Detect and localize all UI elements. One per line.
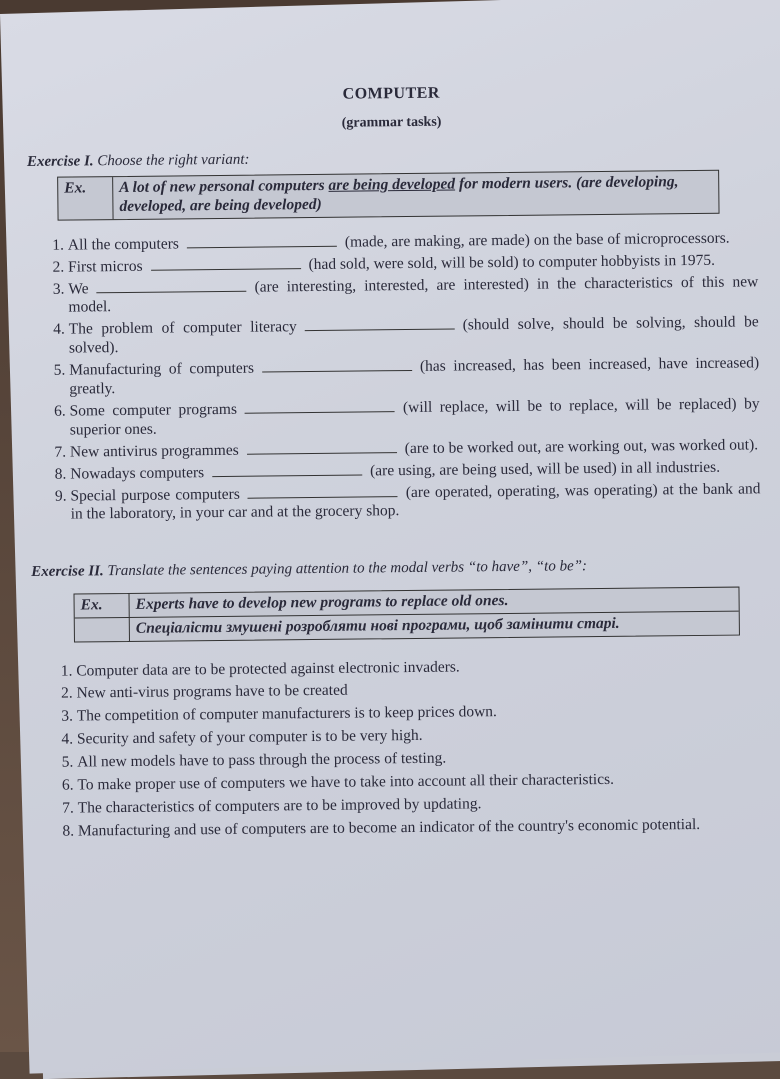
list-item: 1. Computer data are to be protected against electronic invaders. xyxy=(76,655,762,681)
example-text-underlined: are being developed xyxy=(328,175,456,194)
example-text-before: A lot of new personal computers xyxy=(119,176,329,196)
list-item xyxy=(69,314,759,359)
exercise1-heading xyxy=(27,145,757,171)
example-label: Ex. xyxy=(74,594,129,617)
answer-blank[interactable] xyxy=(305,317,455,332)
list-item xyxy=(69,395,759,440)
answer-blank[interactable] xyxy=(247,440,397,455)
list-item: 8. Manufacturing and use of computers are to become an indicator of the country's economic potential. xyxy=(78,815,764,841)
list-item xyxy=(70,480,760,525)
list-item xyxy=(69,354,759,399)
item-end: (had sold, were sold, will be sold) to computer hobbyists in 1975. xyxy=(308,251,716,273)
item-end: (has increased, has been increased, have increased) greatly. xyxy=(69,354,760,398)
worksheet xyxy=(26,62,764,845)
answer-blank[interactable] xyxy=(248,484,398,499)
example-label-empty xyxy=(75,618,130,641)
list-item: 6. To make proper use of computers we have to take into account all their characteristics. xyxy=(77,769,763,795)
exercise1-number: Exercise I. xyxy=(26,152,94,170)
exercise2-number: Exercise II. xyxy=(31,563,104,581)
item-start: New antivirus programmes xyxy=(69,441,239,461)
item-start: Special purpose computers xyxy=(70,485,240,505)
example-text-after: for modern users. (are developing, developed, are being developed) xyxy=(119,173,679,215)
list-item: 7. The characteristics of computers are to be improved by updating. xyxy=(78,792,764,818)
answer-blank[interactable] xyxy=(245,399,395,414)
exercise2-heading xyxy=(31,556,761,582)
exercise1-instruction: Choose the right variant: xyxy=(97,151,250,169)
item-start: All the computers xyxy=(67,235,179,254)
item-end: (made, are making, are made) on the base of microprocessors. xyxy=(344,229,730,251)
answer-blank[interactable] xyxy=(187,233,337,248)
answer-blank[interactable] xyxy=(212,462,362,477)
exercise2-example-box xyxy=(73,586,739,642)
exercise1-list xyxy=(28,229,761,525)
item-start: The problem of computer literacy xyxy=(68,318,297,338)
exercise1-example-box xyxy=(57,170,719,221)
list-item: 5. All new models have to pass through the process of testing. xyxy=(77,746,763,772)
item-start: Manufacturing of computers xyxy=(69,359,255,379)
example-ukrainian: Спеціалісти змушені розробляти нові програми, щоб замінити старі. xyxy=(135,614,620,637)
item-end: (are using, are being used, will be used) in all industries. xyxy=(369,458,721,480)
page-title: COMPUTER xyxy=(342,84,441,103)
item-end: (are to be worked out, are working out, was worked out). xyxy=(404,436,759,457)
exercise2-instruction: Translate the sentences paying attention to the modal verbs “to have”, “to be”: xyxy=(107,558,588,580)
list-item xyxy=(68,273,758,318)
list-item: 2. New anti-virus programs have to be created xyxy=(76,678,762,704)
exercise2-list xyxy=(32,655,764,842)
list-item: 4. Security and safety of your computer is to be very high. xyxy=(77,724,763,750)
answer-blank[interactable] xyxy=(150,256,300,271)
answer-blank[interactable] xyxy=(262,358,412,373)
item-start: Nowadays computers xyxy=(70,463,205,483)
item-end: (will replace, will be to replace, will be replaced) by superior ones. xyxy=(69,395,760,439)
item-end: (are interesting, interested, are interested) in the characteristics of this new model. xyxy=(68,272,759,316)
list-item: 3. The competition of computer manufacturers is to keep prices down. xyxy=(77,701,763,727)
example-text xyxy=(113,171,718,219)
item-end: (are operated, operating, was operating) at the bank and in the laboratory, in your car and at the grocery shop. xyxy=(70,479,761,524)
item-start: First micros xyxy=(67,257,143,276)
example-label: Ex. xyxy=(58,177,113,219)
item-end: (should solve, should be solving, should be solved). xyxy=(68,313,759,357)
item-start: Some computer programs xyxy=(69,400,238,420)
page-subtitle: (grammar tasks) xyxy=(341,114,442,131)
item-start: We xyxy=(68,279,89,298)
answer-blank[interactable] xyxy=(96,278,246,293)
example-english: Experts have to develop new programs to replace old ones. xyxy=(135,591,509,613)
